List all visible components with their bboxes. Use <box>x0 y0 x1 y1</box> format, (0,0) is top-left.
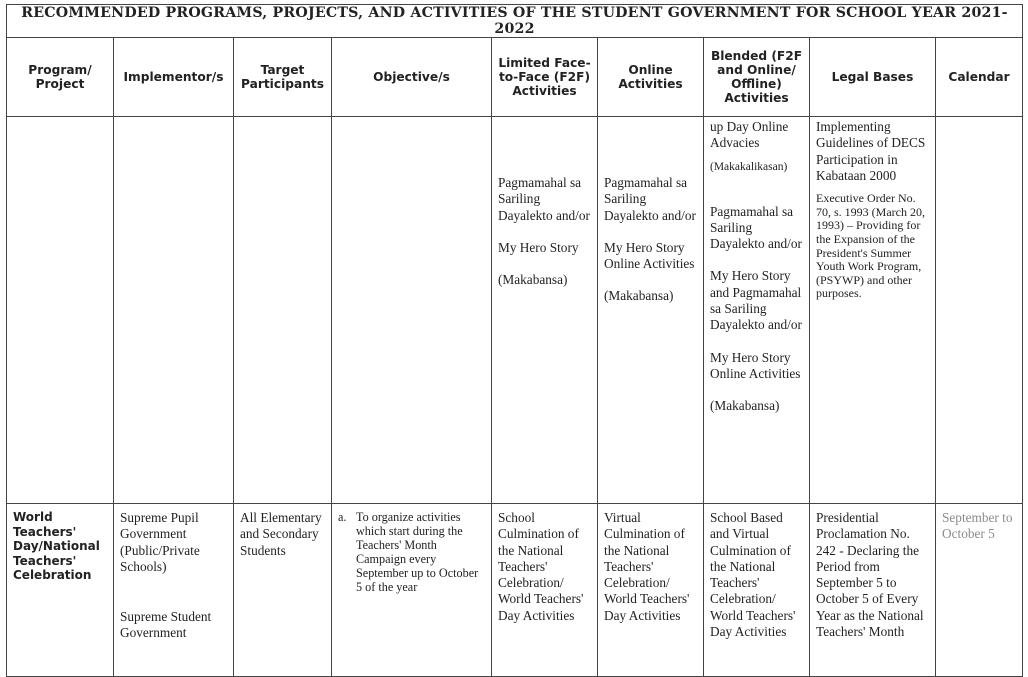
header-implementors: Implementor/s <box>114 38 234 117</box>
f2f-text-3: (Makabansa) <box>498 272 568 288</box>
header-online: Online Activities <box>598 38 704 117</box>
cell-participants <box>234 117 332 504</box>
online-text-3: (Makabansa) <box>604 288 674 304</box>
header-legal: Legal Bases <box>810 38 936 117</box>
header-participants: Target Participants <box>234 38 332 117</box>
implementor-1: Supreme Pupil Government (Public/Private Schools) <box>120 510 200 574</box>
header-blended: Blended (F2F and Online/ Offline) Activities <box>704 38 810 117</box>
legal-text-2: Executive Order No. 70, s. 1993 (March 20, 1993) – Providing for the Expansion of the President's Summer Youth Work Program, (PSYWP) and other purposes. <box>816 191 925 301</box>
blended-text-4: My Hero Story and Pagmamahal sa Sariling Dayalekto and/or <box>710 268 802 333</box>
cell-program <box>7 117 114 504</box>
online-text-2: My Hero Story Online Activities <box>604 239 695 272</box>
cell-f2f <box>492 117 598 504</box>
table-row <box>7 117 1023 504</box>
blended-text-2: (Makakalikasan) <box>710 160 788 173</box>
blended-activity: School Based and Virtual Culmination of the National Teachers' Celebration/ World Teachers' Day Activities <box>704 504 810 677</box>
cell-objectives <box>332 117 492 504</box>
participants: All Elementary and Secondary Students <box>234 504 332 677</box>
program-name: World Teachers' Day/National Teachers' Celebration <box>7 504 114 677</box>
cell-calendar <box>936 117 1023 504</box>
cell-implementors <box>114 504 234 677</box>
online-text-1: Pagmamahal sa Sariling Dayalekto and/or <box>604 175 696 223</box>
table-row <box>7 504 1023 677</box>
header-calendar: Calendar <box>936 38 1023 117</box>
blended-text-5: My Hero Story Online Activities <box>710 349 801 381</box>
document-page <box>6 4 1022 677</box>
f2f-text-1: Pagmamahal sa Sariling Dayalekto and/or <box>498 175 590 223</box>
legal-basis: Presidential Proclamation No. 242 - Declaring the Period from September 5 to October 5 of Every Year as the National Teachers' Month <box>810 504 936 677</box>
programs-table <box>6 4 1023 677</box>
online-activity: Virtual Culmination of the National Teachers' Celebration/ World Teachers' Day Activities <box>598 504 704 677</box>
table-title: RECOMMENDED PROGRAMS, PROJECTS, AND ACTIVITIES OF THE STUDENT GOVERNMENT FOR SCHOOL YEAR 2021-2022 <box>7 5 1023 38</box>
header-objectives: Objective/s <box>332 38 492 117</box>
calendar-value: September to October 5 <box>936 504 1023 677</box>
implementor-2: Supreme Student Government <box>120 609 212 641</box>
cell-online <box>598 117 704 504</box>
cell-blended <box>704 117 810 504</box>
blended-text-3: Pagmamahal sa Sariling Dayalekto and/or <box>710 203 802 252</box>
legal-text-1: Implementing Guidelines of DECS Participation in Kabataan 2000 <box>816 119 926 183</box>
blended-text-6: (Makabansa) <box>710 398 780 414</box>
objective-label: a. <box>338 510 347 524</box>
header-row <box>7 38 1023 117</box>
f2f-activity: School Culmination of the National Teachers' Celebration/ World Teachers' Day Activities <box>492 504 598 677</box>
objective-text: To organize activities which start during the Teachers' Month Campaign every September up to October 5 of the year <box>356 510 479 594</box>
header-program: Program/ Project <box>7 38 114 117</box>
header-f2f: Limited Face-to-Face (F2F) Activities <box>492 38 598 117</box>
blended-text-1: up Day Online Advacies <box>710 119 789 151</box>
cell-objectives <box>332 504 492 677</box>
f2f-text-2: My Hero Story <box>498 239 579 255</box>
cell-implementors <box>114 117 234 504</box>
cell-legal <box>810 117 936 504</box>
